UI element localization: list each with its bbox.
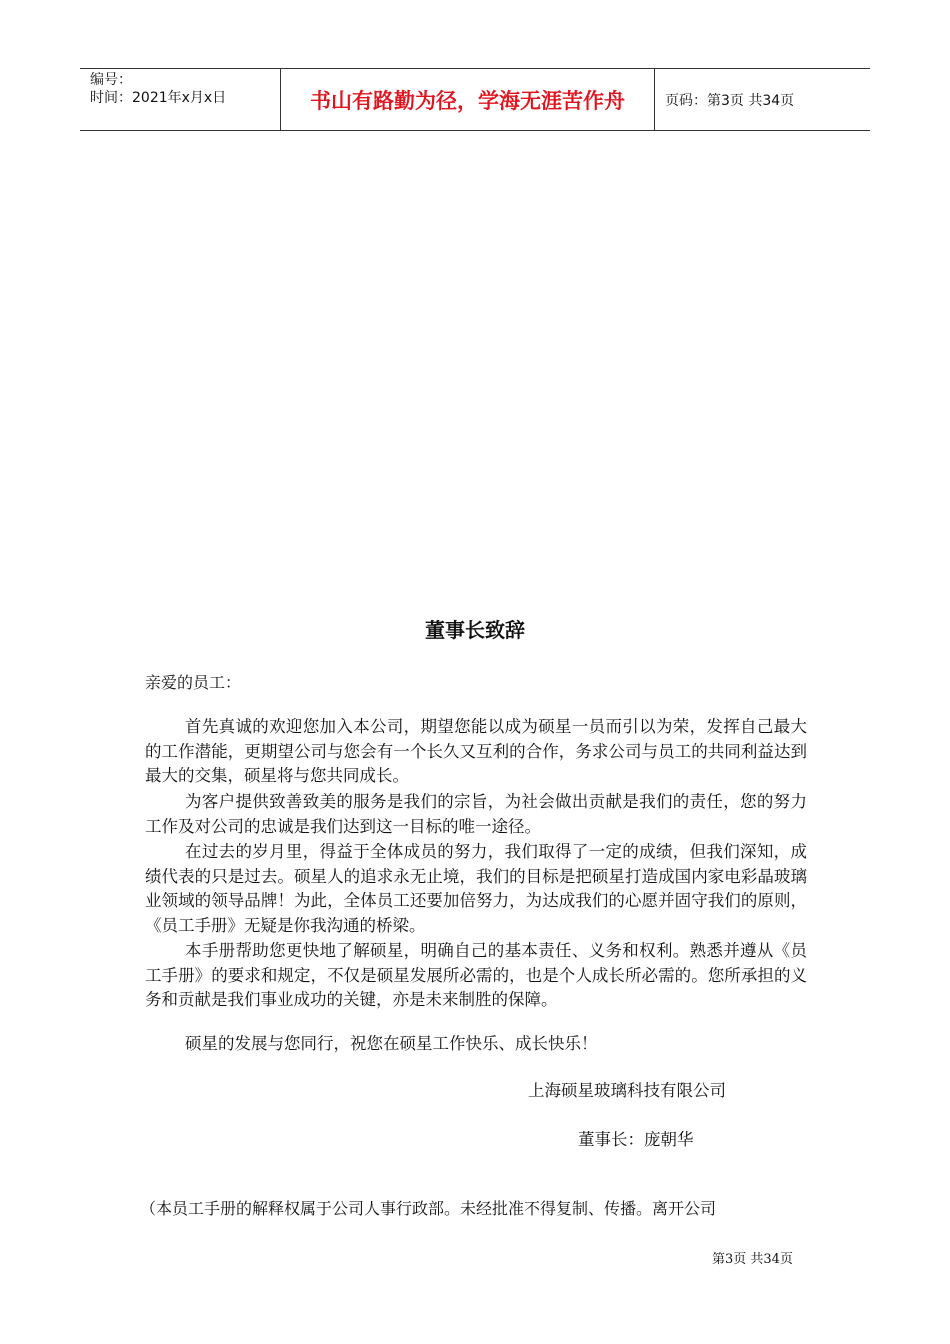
letter-title: 董事长致辞 (425, 618, 525, 642)
letter-closing: 硕星的发展与您同行，祝您在硕星工作快乐、成长快乐！ (185, 1034, 598, 1053)
header-page-info: 页码：第3页 共34页 (665, 92, 795, 109)
header-meta (80, 69, 281, 130)
chairman-signature: 董事长：庞朝华 (578, 1130, 694, 1149)
time-label: 时间：2021年x月x日 (90, 90, 227, 106)
serial-label: 编号： (90, 72, 132, 88)
header-motto: 书山有路勤为径，学海无涯苦作舟 (281, 69, 655, 130)
company-name: 上海硕星玻璃科技有限公司 (528, 1081, 726, 1100)
letter-greeting: 亲爱的员工： (145, 673, 242, 692)
letter-paragraph: 为客户提供致善致美的服务是我们的宗旨，为社会做出贡献是我们的责任，您的努力工作及对公司的忠诚是我们达到这一目标的唯一途径。 (145, 792, 807, 836)
letter-paragraph: 首先真诚的欢迎您加入本公司，期望您能以成为硕星一员而引以为荣，发挥自己最大的工作潜能，更期望公司与您会有一个长久又互利的合作，务求公司与员工的共同利益达到最大的交集，硕星将与您共同成长。 (145, 717, 807, 785)
letter-paragraph: 本手册帮助您更快地了解硕星，明确自己的基本责任、义务和权利。熟悉并遵从《员工手册》的要求和规定，不仅是硕星发展所必需的，也是个人成长所必需的。您所承担的义务和贡献是我们事业成功的关键，亦是未来制胜的保障。 (145, 941, 807, 1009)
letter-paragraph: 在过去的岁月里，得益于全体成员的努力，我们取得了一定的成绩，但我们深知，成绩代表的只是过去。硕星人的追求永无止境，我们的目标是把硕星打造成国内家电彩晶玻璃业领域的领导品牌！为此，全体员工还要加倍努力，为达成我们的心愿并固守我们的原则，《员工手册》无疑是你我沟通的桥梁。 (145, 842, 807, 935)
copyright-note: （本员工手册的解释权属于公司人事行政部。未经批准不得复制、传播。离开公司 (140, 1199, 717, 1218)
page-footer: 第3页 共34页 (712, 1252, 793, 1267)
document-header (80, 68, 870, 131)
